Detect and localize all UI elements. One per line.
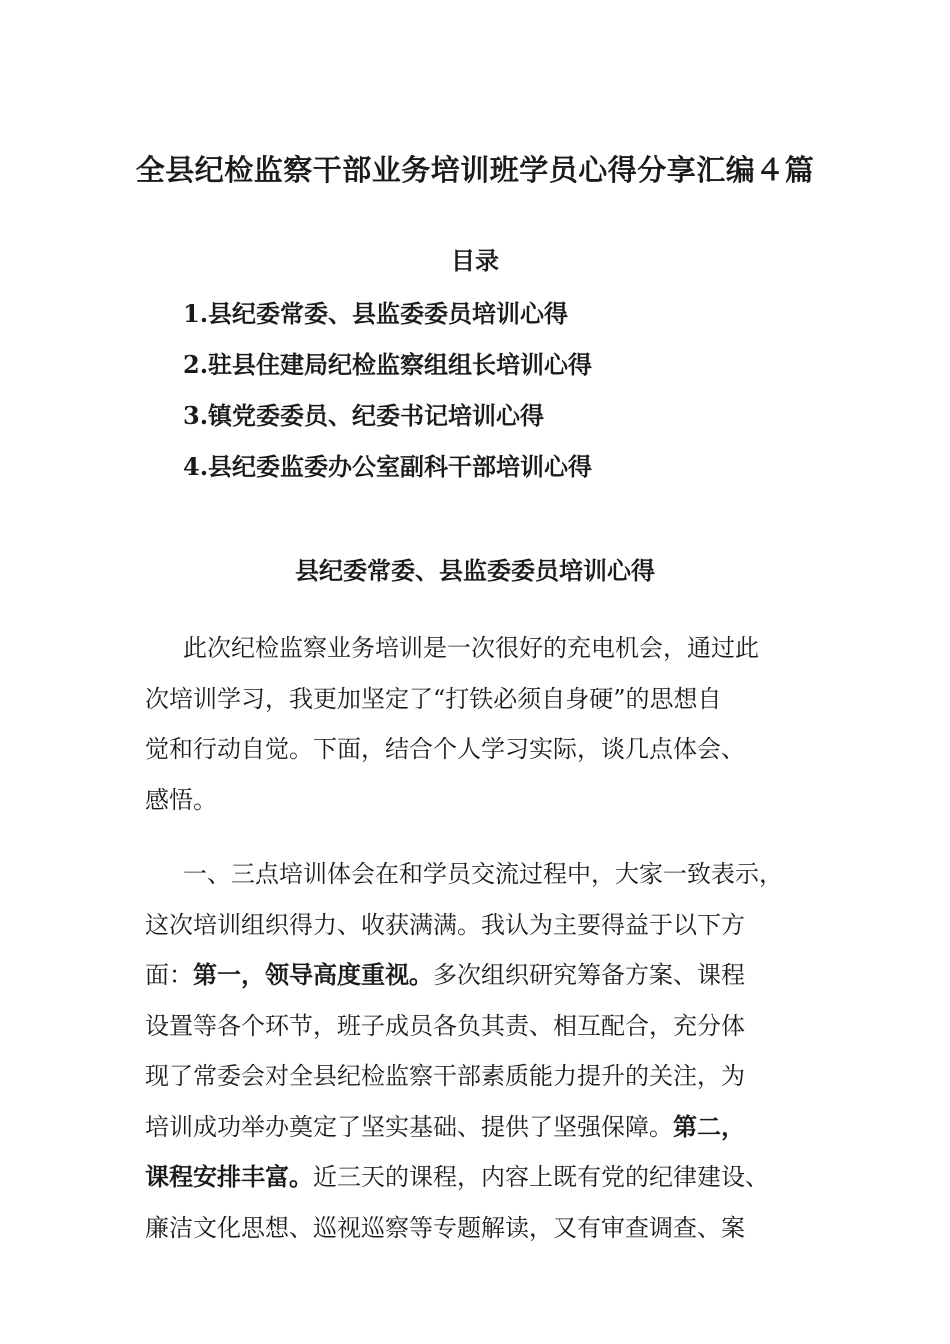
paragraph-line: 一、三点培训体会在和学员交流过程中，大家一致表示， — [183, 860, 783, 888]
paragraph-intro — [145, 623, 805, 825]
emphasis-first-point: 第一，领导高度重视。 — [193, 960, 433, 989]
text-run: 近三天的课程，内容上既有党的纪律建设、 — [313, 1163, 769, 1191]
toc-item[interactable]: 1.县纪委常委、县监委委员培训心得 — [183, 299, 569, 328]
paragraph-line: 廉洁文化思想、巡视巡察等专题解读，又有审查调查、案 — [145, 1213, 745, 1242]
text-run: 多次组织研究筹备方案、课程 — [433, 961, 745, 989]
paragraph-line: 这次培训组织得力、收获满满。我认为主要得益于以下方 — [145, 910, 745, 939]
emphasis-second-point: 课程安排丰富。 — [145, 1162, 313, 1191]
paragraph-line: 次培训学习，我更加坚定了“打铁必须自身硬”的思想自 — [145, 684, 722, 713]
text-run: 面： — [145, 961, 193, 989]
toc-heading: 目录 — [451, 246, 499, 275]
paragraph-line — [145, 950, 805, 1001]
section-heading: 县纪委常委、县监委委员培训心得 — [295, 556, 655, 585]
paragraph-line — [145, 1152, 805, 1203]
toc-item[interactable]: 3.镇党委委员、纪委书记培训心得 — [183, 401, 545, 430]
paragraph-line: 感悟。 — [145, 785, 217, 814]
toc-item[interactable]: 4.县纪委监委办公室副科干部培训心得 — [183, 452, 593, 481]
text-run: 培训成功举办奠定了坚实基础、提供了坚强保障。 — [145, 1112, 673, 1141]
emphasis-second-label: 第二， — [673, 1111, 745, 1141]
document-title: 全县纪检监察干部业务培训班学员心得分享汇编４篇 — [135, 153, 815, 187]
paragraph-line — [145, 1102, 805, 1153]
paragraph-line: 觉和行动自觉。下面，结合个人学习实际，谈几点体会、 — [145, 735, 745, 763]
paragraph-line: 此次纪检监察业务培训是一次很好的充电机会，通过此 — [183, 634, 759, 662]
paragraph-line: 设置等各个环节，班子成员各负其责、相互配合，充分体 — [145, 1011, 745, 1040]
section-body — [145, 599, 805, 1277]
paragraph-line: 现了常委会对全县纪检监察干部素质能力提升的关注，为 — [145, 1062, 745, 1090]
table-of-contents — [183, 296, 592, 500]
paragraph-experience — [145, 849, 805, 1253]
toc-item[interactable]: 2.驻县住建局纪检监察组组长培训心得 — [183, 350, 593, 379]
